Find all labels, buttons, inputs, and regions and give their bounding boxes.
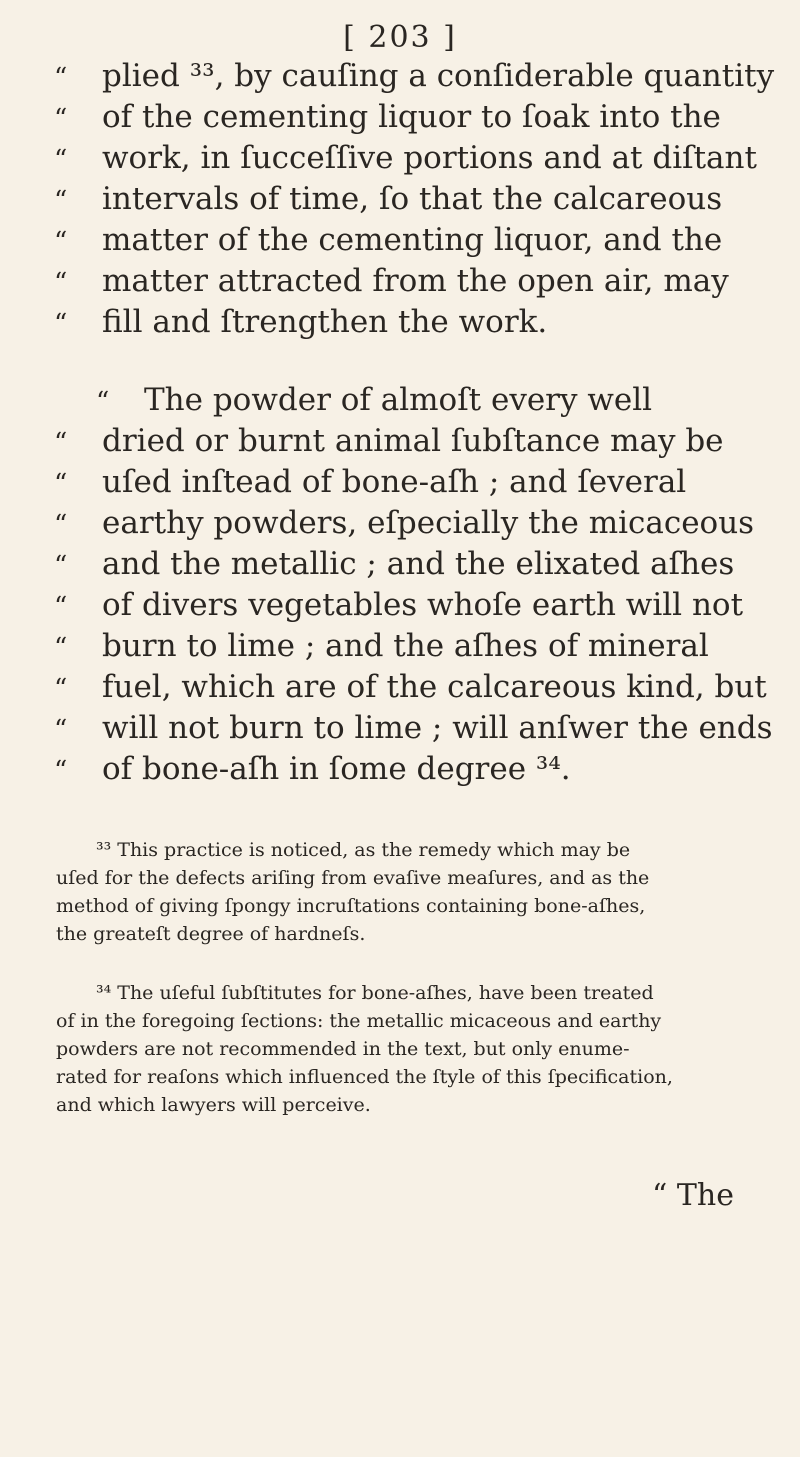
footnote-33-line: ³³ This practice is noticed, as the remedy which may be [96, 839, 631, 861]
body-line-text: dried or burnt animal ſubſtance may be [102, 423, 724, 459]
body-line [54, 220, 722, 262]
body-line [54, 749, 571, 791]
body-line-text: matter of the cementing liquor, and the [102, 222, 723, 258]
quote-mark: “ [54, 268, 68, 298]
footnote-33-line: the greateſt degree of hardneſs. [56, 923, 366, 945]
body-line [54, 462, 686, 504]
body-line-text: burn to lime ; and the aſhes of mineral [102, 628, 709, 664]
body-line [54, 97, 721, 139]
footnote-34-line: ³⁴ The uſeful ſubſtitutes for bone-aſhes, have been treated [96, 982, 654, 1004]
body-line-text: intervals of time, ſo that the calcareous [102, 181, 723, 217]
quote-mark: “ [54, 469, 68, 499]
quote-mark: “ [54, 633, 68, 663]
quote-mark: “ [54, 756, 68, 786]
body-line-text: matter attracted from the open air, may [102, 263, 729, 299]
body-line [54, 626, 709, 668]
footnote-34-line: and which lawyers will perceive. [56, 1094, 371, 1116]
body-line-text: and the metallic ; and the elixated aſhes [102, 546, 735, 582]
footnote-34-line: rated for reaſons which influenced the ſtyle of this ſpecification, [56, 1066, 673, 1088]
body-line [96, 380, 652, 422]
body-line-text: The powder of almoſt every well [144, 382, 653, 418]
footnote-33-line: uſed for the defects ariſing from evaſive meaſures, and as the [56, 867, 650, 889]
footnote-33-line: method of giving ſpongy incruſtations containing bone-aſhes, [56, 895, 646, 917]
body-line-text: of bone-aſh in ſome degree ³⁴. [102, 751, 571, 787]
body-line-text: fill and ſtrengthen the work. [102, 304, 548, 340]
quote-mark: “ [54, 227, 68, 257]
quote-mark: “ [54, 592, 68, 622]
page-number: [ 203 ] [343, 20, 457, 55]
body-line-text: fuel, which are of the calcareous kind, but [102, 669, 767, 705]
footnote-34-line: powders are not recommended in the text, but only enume- [56, 1038, 630, 1060]
quote-mark: “ [54, 145, 68, 175]
body-line [54, 544, 734, 586]
quote-mark: “ [96, 387, 110, 417]
quote-mark: “ [54, 715, 68, 745]
body-line [54, 261, 729, 303]
body-line [54, 179, 722, 221]
body-line [54, 585, 743, 627]
body-line-text: earthy powders, eſpecially the micaceous [102, 505, 755, 541]
body-line-text: will not burn to lime ; will anſwer the ends [102, 710, 773, 746]
body-line-text: plied ³³, by cauſing a conſiderable quantity [102, 58, 775, 94]
body-line-text: of divers vegetables whoſe earth will not [102, 587, 744, 623]
quote-mark: “ [54, 104, 68, 134]
body-line [54, 302, 547, 344]
body-line [54, 708, 773, 750]
body-line [54, 503, 754, 545]
quote-mark: “ [54, 551, 68, 581]
body-line-text: uſed inſtead of bone-aſh ; and ſeveral [102, 464, 687, 500]
quote-mark: “ [54, 510, 68, 540]
body-line [54, 56, 774, 98]
body-line-text: of the cementing liquor to ſoak into the [102, 99, 721, 135]
body-line [54, 421, 724, 463]
body-line [54, 667, 767, 709]
quote-mark: “ [54, 186, 68, 216]
body-line-text: work, in ſucceſſive portions and at diſtant [102, 140, 757, 176]
quote-mark: “ [54, 674, 68, 704]
footnote-34-line: of in the foregoing ſections: the metallic micaceous and earthy [56, 1010, 662, 1032]
quote-mark: “ [54, 63, 68, 93]
catchword: “ The [652, 1178, 734, 1213]
quote-mark: “ [54, 428, 68, 458]
quote-mark: “ [54, 309, 68, 339]
body-line [54, 138, 757, 180]
